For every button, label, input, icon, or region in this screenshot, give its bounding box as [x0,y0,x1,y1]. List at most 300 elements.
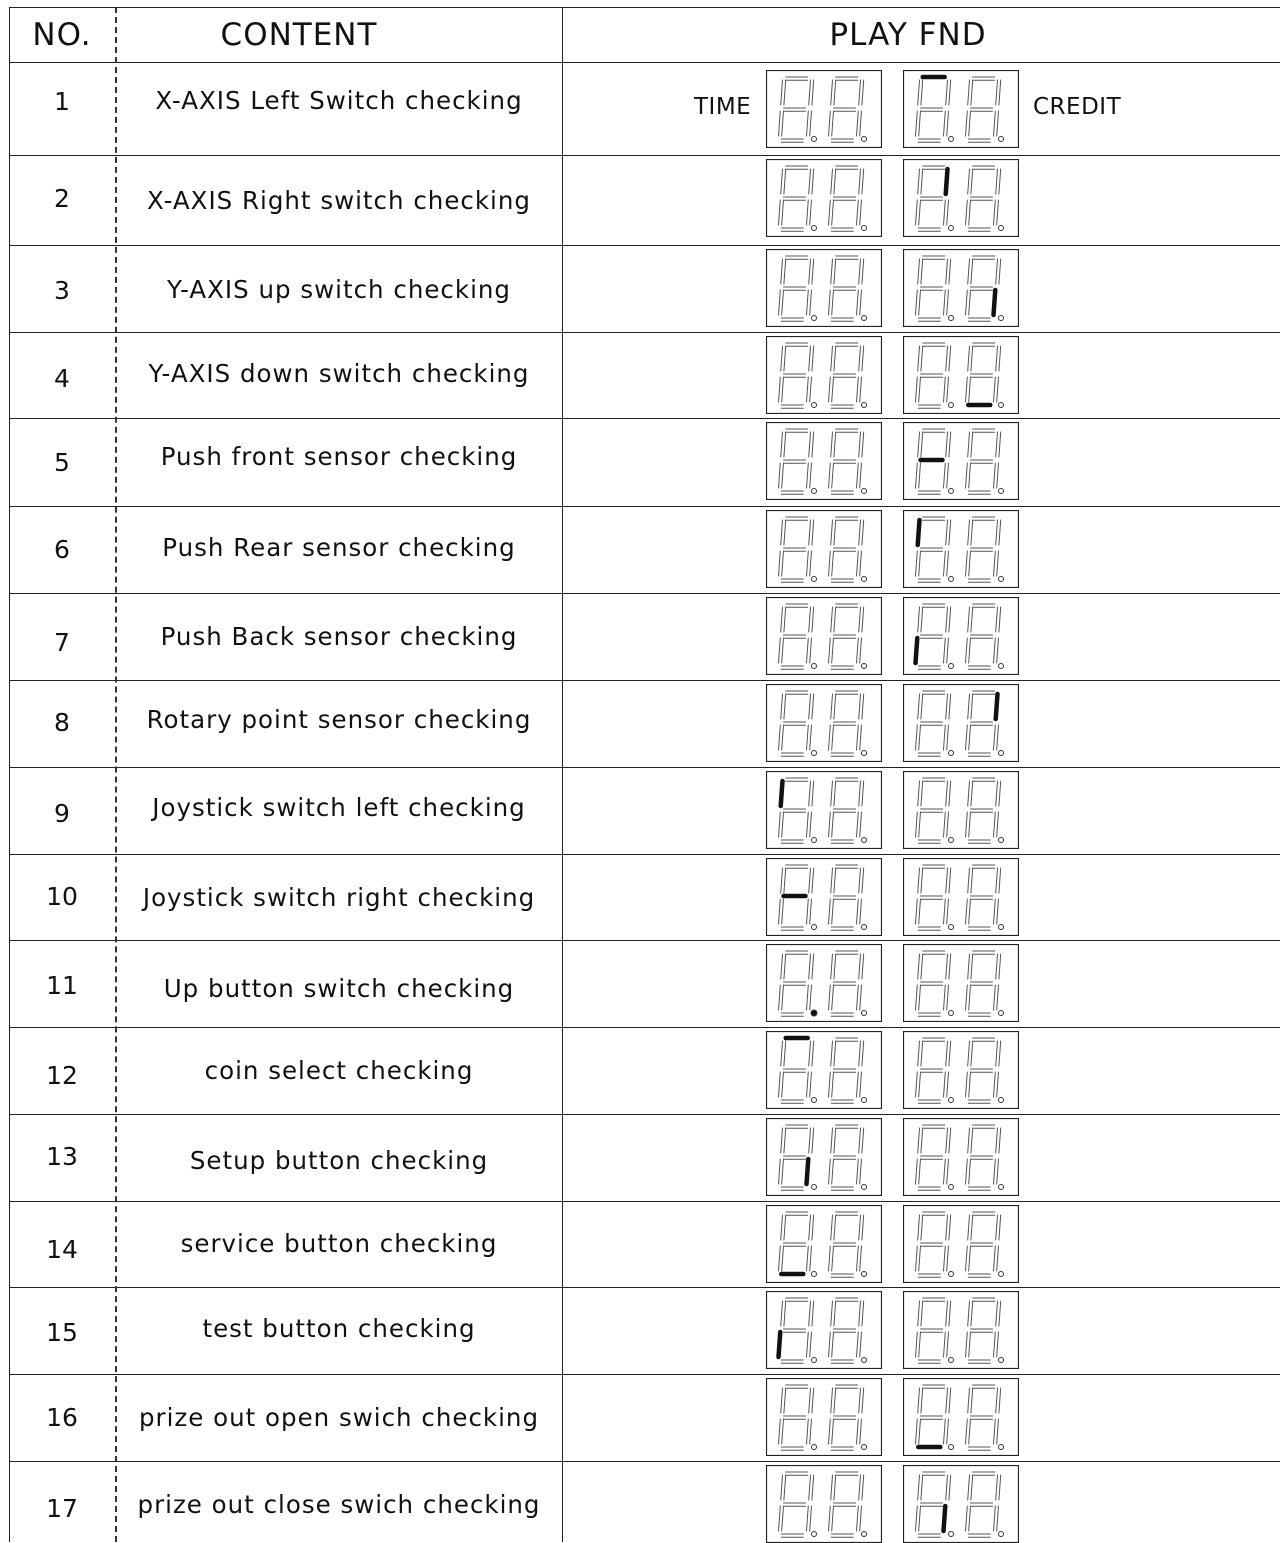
segment-f-outline [971,432,973,457]
header-no: NO. [32,16,92,53]
segment-e-outline [832,1506,834,1531]
segment-f-outline [971,80,973,105]
fnd-digit-2 [829,1038,867,1103]
segment-c-outline [997,463,999,488]
fnd-digit-1 [779,429,817,494]
segment-e-outline [832,725,834,750]
credit-fnd-display [903,858,1019,936]
segment-e-outline [832,111,834,136]
decimal-point [862,1445,867,1450]
fnd-digit-1 [916,429,954,494]
segment-b [946,1301,948,1326]
segment-e-lit [779,1332,781,1357]
segment-b [859,781,861,806]
segment-c-outline [860,985,862,1010]
segment-c [944,377,946,402]
segment-b-outline [999,80,1001,105]
decimal-point [949,1358,954,1363]
segment-c-outline [860,111,862,136]
segment-b [996,1388,998,1413]
decimal-point [812,925,817,930]
segment-c [944,200,946,225]
fnd-digit-1 [779,691,817,756]
segment-b [809,954,811,979]
segment-c [857,1332,859,1357]
segment-f [831,1128,833,1153]
segment-c [807,1332,809,1357]
fnd-frame [904,1466,1019,1543]
segment-f [781,259,783,284]
segment-b-outline [949,346,951,371]
segment-f-outline [921,1301,923,1326]
segment-c-outline [810,463,812,488]
segment-c-outline [860,725,862,750]
segment-f [831,1215,833,1240]
segment-b [996,346,998,371]
segment-e-outline [782,899,784,924]
segment-f [918,1475,920,1500]
segment-b-outline [812,259,814,284]
segment-b [859,346,861,371]
fnd-digit-2 [966,517,1004,582]
segment-c [994,1506,996,1531]
segment-b [809,1301,811,1326]
row-number: 7 [54,628,70,657]
fnd-digit-2 [966,778,1004,843]
segment-b [809,169,811,194]
segment-e [966,1419,968,1444]
segment-b [859,1215,861,1240]
grid-hline [9,155,1280,156]
segment-e-outline [782,290,784,315]
segment-b-lit [996,694,998,719]
segment-f [968,1388,970,1413]
segment-e-outline [782,551,784,576]
segment-c [944,1332,946,1357]
header-play-fnd: PLAY FND [829,16,987,53]
segment-c-outline [810,1246,812,1271]
segment-b [996,607,998,632]
segment-e-lit [916,638,918,663]
segment-b [946,781,948,806]
segment-c-outline [860,290,862,315]
segment-c [807,463,809,488]
segment-b [996,1301,998,1326]
row-number: 10 [46,882,78,911]
fnd-digit-2 [966,1038,1004,1103]
credit-fnd-display [903,1118,1019,1196]
segment-b-outline [812,432,814,457]
segment-b-outline [949,694,951,719]
fnd-digit-2 [966,1385,1004,1450]
segment-b-outline [812,1388,814,1413]
segment-f-outline [921,432,923,457]
segment-c [994,1332,996,1357]
credit-fnd-display [903,1291,1019,1369]
segment-f-outline [784,954,786,979]
segment-b-outline [949,1301,951,1326]
fnd-digit-1 [779,517,817,582]
segment-e [829,377,831,402]
header-content: CONTENT [220,16,378,53]
segment-b [946,1475,948,1500]
row-content: X-AXIS Left Switch checking [155,86,523,115]
segment-e [779,1072,781,1097]
segment-f [918,1215,920,1240]
decimal-point [812,577,817,582]
fnd-digit-1 [779,1212,817,1277]
segment-e-outline [832,812,834,837]
segment-c [807,985,809,1010]
segment-f [781,1215,783,1240]
segment-f-outline [971,868,973,893]
segment-c-outline [947,1159,949,1184]
segment-b [946,346,948,371]
segment-b-outline [999,520,1001,545]
segment-e-outline [919,1246,921,1271]
decimal-point [812,751,817,756]
fnd-digit-1 [916,865,954,930]
segment-c [857,725,859,750]
segment-c [994,638,996,663]
segment-c [807,200,809,225]
segment-f [781,1128,783,1153]
row-content: Y-AXIS down switch checking [148,359,530,388]
fnd-frame [904,1292,1019,1369]
segment-c [857,377,859,402]
segment-e [916,1332,918,1357]
segment-c [994,463,996,488]
segment-b-outline [862,432,864,457]
decimal-point [999,1445,1004,1450]
segment-c-outline [947,463,949,488]
segment-c-outline [947,638,949,663]
segment-e [779,638,781,663]
segment-e [966,551,968,576]
fnd-digit-1 [916,1038,954,1103]
segment-e [916,463,918,488]
fnd-digit-1 [779,256,817,321]
row-content: Rotary point sensor checking [146,705,532,734]
segment-e-outline [919,551,921,576]
fnd-digit-1 [779,166,817,231]
segment-c [807,290,809,315]
segment-b-outline [949,868,951,893]
segment-e [779,1419,781,1444]
decimal-point [949,403,954,408]
segment-c [857,463,859,488]
time-fnd-display [766,159,882,237]
segment-c [944,638,946,663]
row-content: Up button switch checking [163,974,515,1003]
segment-b [809,781,811,806]
decimal-point [949,751,954,756]
segment-f [781,1475,783,1500]
segment-c [994,551,996,576]
segment-f [781,954,783,979]
fnd-digit-2 [829,865,867,930]
segment-e [916,985,918,1010]
decimal-point-lit [811,1010,817,1016]
segment-b-outline [999,259,1001,284]
segment-b-outline [812,169,814,194]
segment-e [916,1246,918,1271]
segment-b [859,694,861,719]
segment-e-outline [969,1419,971,1444]
segment-f-outline [971,1475,973,1500]
segment-c [994,377,996,402]
decimal-point [812,838,817,843]
segment-b-outline [812,868,814,893]
segment-b-outline [999,1475,1001,1500]
segment-e-outline [919,899,921,924]
segment-c [857,1159,859,1184]
grid-vline [562,7,563,1542]
segment-b-outline [949,607,951,632]
segment-b [996,781,998,806]
segment-c [944,1419,946,1444]
segment-c-outline [810,1072,812,1097]
row-number: 15 [46,1318,78,1347]
segment-f [781,520,783,545]
row-number: 13 [46,1142,78,1171]
segment-b [946,259,948,284]
segment-f [918,781,920,806]
grid-vline [9,7,10,1542]
decimal-point [999,1358,1004,1363]
segment-c-outline [860,463,862,488]
fnd-digit-1 [779,1298,817,1363]
fnd-digit-1 [916,778,954,843]
segment-e-outline [832,899,834,924]
decimal-point [862,577,867,582]
segment-b [809,259,811,284]
segment-c [994,725,996,750]
decimal-point [862,1358,867,1363]
segment-f [968,607,970,632]
segment-b-outline [949,432,951,457]
segment-b [946,432,948,457]
decimal-point [999,577,1004,582]
segment-b [809,346,811,371]
fnd-digit-1 [916,517,954,582]
fnd-frame [904,1206,1019,1283]
segment-f-outline [784,1475,786,1500]
segment-b [996,80,998,105]
segment-c-outline [997,1506,999,1531]
segment-e-outline [832,1332,834,1357]
segment-f-outline [971,169,973,194]
decimal-point [812,137,817,142]
segment-e [966,899,968,924]
fnd-frame [767,160,882,237]
decimal-point [999,751,1004,756]
segment-b-outline [999,346,1001,371]
segment-e-outline [969,1072,971,1097]
segment-c-outline [947,377,949,402]
time-fnd-display [766,336,882,414]
segment-e [779,985,781,1010]
fnd-digit-1 [916,256,954,321]
segment-e-outline [832,1419,834,1444]
segment-f-outline [784,169,786,194]
segment-f [781,80,783,105]
fnd-digit-2 [829,951,867,1016]
fnd-digit-2 [966,77,1004,142]
segment-b [809,1475,811,1500]
fnd-digit-1 [779,1385,817,1450]
segment-b [946,868,948,893]
segment-b-outline [862,80,864,105]
segment-b-outline [812,1301,814,1326]
segment-b [809,1128,811,1153]
fnd-frame [904,685,1019,762]
segment-b-outline [862,1215,864,1240]
segment-b-outline [999,1388,1001,1413]
grid-hline [9,940,1280,941]
segment-e-outline [969,1506,971,1531]
fnd-digit-2 [966,343,1004,408]
fnd-frame [767,1292,882,1369]
segment-c-outline [947,1419,949,1444]
fnd-frame [767,685,882,762]
segment-c [994,1072,996,1097]
fnd-frame [904,945,1019,1022]
segment-e-outline [832,985,834,1010]
segment-e-outline [919,1072,921,1097]
segment-c-lit [944,1506,946,1531]
fnd-digit-2 [829,256,867,321]
segment-c-outline [810,551,812,576]
decimal-point [812,316,817,321]
segment-b-outline [949,781,951,806]
decimal-point [999,226,1004,231]
segment-f-lit [781,781,783,806]
fnd-digit-2 [966,1212,1004,1277]
segment-b [859,432,861,457]
segment-e-outline [832,377,834,402]
decimal-point [949,137,954,142]
segment-b-outline [862,259,864,284]
segment-f [918,169,920,194]
segment-c [857,899,859,924]
fnd-digit-1 [916,77,954,142]
segment-f-outline [834,607,836,632]
decimal-point [949,1098,954,1103]
segment-e-outline [969,551,971,576]
row-number: 14 [46,1235,78,1264]
segment-b-outline [862,169,864,194]
segment-f-outline [921,1128,923,1153]
segment-c [994,200,996,225]
segment-f-outline [971,1301,973,1326]
fnd-digit-2 [966,1472,1004,1537]
segment-b-outline [949,1215,951,1240]
segment-e [829,1159,831,1184]
segment-c-outline [810,377,812,402]
segment-b [996,1128,998,1153]
segment-b [859,80,861,105]
decimal-point [862,316,867,321]
credit-fnd-display [903,944,1019,1022]
segment-b-outline [999,432,1001,457]
segment-f [918,1388,920,1413]
segment-f-outline [921,259,923,284]
fnd-frame [904,337,1019,414]
segment-c [857,200,859,225]
segment-b [809,1215,811,1240]
row-number: 9 [54,799,70,828]
segment-e-outline [782,638,784,663]
segment-f-outline [971,346,973,371]
row-content: test button checking [202,1314,476,1343]
segment-e-outline [969,812,971,837]
segment-c-outline [947,1246,949,1271]
segment-c [857,985,859,1010]
time-fnd-display [766,422,882,500]
segment-f [781,432,783,457]
segment-e [779,463,781,488]
fnd-digit-2 [829,1385,867,1450]
fnd-digit-2 [829,343,867,408]
fnd-digit-2 [829,778,867,843]
segment-c-outline [947,1072,949,1097]
credit-fnd-display [903,70,1019,148]
segment-e-outline [919,200,921,225]
segment-e-outline [969,377,971,402]
fnd-digit-1 [779,604,817,669]
row-number: 11 [46,971,78,1000]
segment-b-outline [949,1388,951,1413]
decimal-point [862,403,867,408]
credit-fnd-display [903,684,1019,762]
segment-e [829,463,831,488]
segment-b [996,520,998,545]
segment-b [809,1388,811,1413]
fnd-digit-2 [966,865,1004,930]
time-fnd-display [766,858,882,936]
time-fnd-display [766,1031,882,1109]
row-content: service button checking [180,1229,498,1258]
segment-c [807,638,809,663]
segment-f [918,432,920,457]
segment-f [781,346,783,371]
segment-b [859,954,861,979]
decimal-point [949,316,954,321]
segment-b-outline [862,346,864,371]
segment-c [807,1246,809,1271]
row-content: Y-AXIS up switch checking [167,275,511,304]
segment-b [946,607,948,632]
fnd-digit-2 [966,691,1004,756]
decimal-point [949,1445,954,1450]
segment-b [859,520,861,545]
segment-c [994,1246,996,1271]
segment-f-outline [784,520,786,545]
segment-c-outline [997,200,999,225]
segment-c-lit [994,290,996,315]
segment-f-outline [834,1475,836,1500]
segment-b-outline [949,80,951,105]
fnd-frame [904,859,1019,936]
segment-c [807,1072,809,1097]
segment-c [857,812,859,837]
segment-f [831,607,833,632]
decimal-point [812,489,817,494]
fnd-frame [904,1379,1019,1456]
segment-f-outline [834,520,836,545]
grid-hline [9,1027,1280,1028]
